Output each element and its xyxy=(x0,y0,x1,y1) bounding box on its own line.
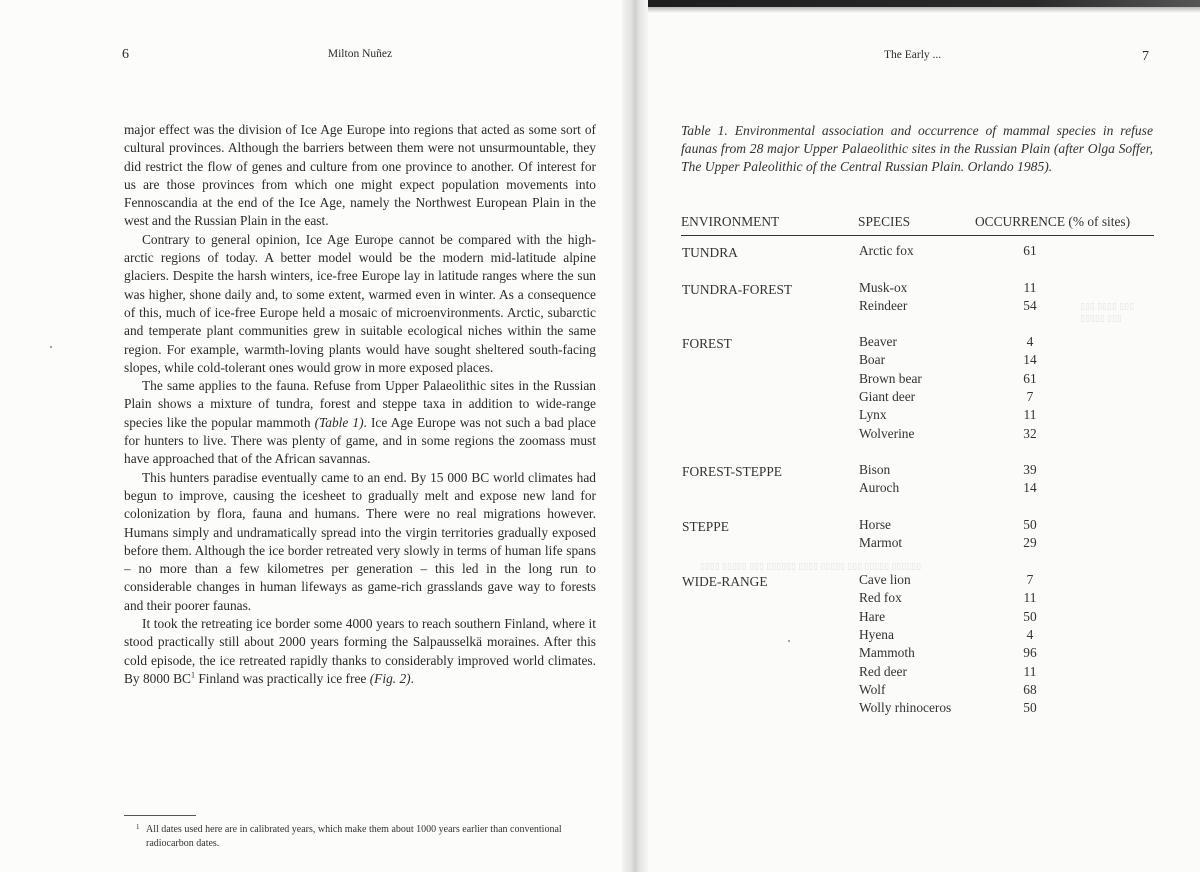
figure-reference: (Fig. 2) xyxy=(369,670,411,686)
occurrence-value: 39 xyxy=(1023,462,1037,477)
paragraph-text: Finland was practically ice free xyxy=(194,670,370,686)
species-name: Cave lion xyxy=(859,572,911,587)
species-name: Hare xyxy=(859,608,886,624)
occurrence-value: 50 xyxy=(1023,608,1037,624)
paragraph-text: . xyxy=(410,670,414,686)
paragraph-text: The same applies to the fauna. Refuse from Upper Palaeolithic sites in the Russian Plain shows a mixture of tundra, forest and steppe taxa in addition to wide-range species like the popular mammoth xyxy=(124,378,596,430)
page-number-left: 6 xyxy=(122,47,129,62)
occurrence-value: 11 xyxy=(1023,280,1037,295)
occurrence-value: 11 xyxy=(1023,590,1037,606)
paragraph: major effect was the division of Ice Age Europe into regions that acted as some sort of cultural provinces. Although the barriers between them were not unsurmountable, they did restrict the flow of genes and culture from one province to another. Of interest for us are those provinces from which one might expect population movements into Fennoscandia at the end of the Ice Age, namely the Northwest European Plain in the west and the Russian Plain in the east. xyxy=(124,122,596,229)
occurrence-value: 7 xyxy=(1026,388,1034,404)
column-header-occurrence: OCCURRENCE (% of sites) xyxy=(975,214,1131,229)
table-header-rule xyxy=(681,235,1154,236)
occurrence-value: 96 xyxy=(1023,645,1037,661)
occurrence-value: 7 xyxy=(1026,572,1034,587)
species-name: Lynx xyxy=(859,407,887,423)
occurrence-value: 4 xyxy=(1026,626,1034,642)
paragraph: Contrary to general opinion, Ice Age Europe cannot be compared with the high-arctic regions of today. A better model would be the modern mid-latitude alpine glaciers. Despite the harsh winters, ice-free Europe lay in latitude ranges where the sun was higher, shone daily and, to some extent, warmed even in winter. As a consequence of this, much of ice-free Europe held a mosaic of microenvironments. Arctic, subarctic and temperate plant communities grew in suitable ecological niches within the same region. For example, warmth-loving plants would have sought sheltered south-facing slopes, while cold-tolerant ones would grow in more exposed places. xyxy=(124,231,596,375)
page-number-right: 7 xyxy=(1142,49,1149,64)
column-header-species: SPECIES xyxy=(858,214,911,229)
occurrence-value: 14 xyxy=(1023,480,1037,496)
occurrence-value: 50 xyxy=(1023,700,1037,716)
species-name: Reindeer xyxy=(859,298,908,314)
species-name: Mammoth xyxy=(859,645,915,661)
occurrence-value: 11 xyxy=(1023,407,1037,423)
species-name: Musk-ox xyxy=(859,280,908,295)
running-head-right: The Early ... xyxy=(884,49,942,61)
occurrence-value: 61 xyxy=(1023,370,1037,386)
scan-speck xyxy=(788,640,790,642)
paragraph xyxy=(124,615,596,688)
occurrence-value: 54 xyxy=(1023,298,1037,314)
footnote xyxy=(124,823,598,850)
paragraph: This hunters paradise eventually came to an end. By 15 000 BC world climates had begun to improve, causing the icesheet to gradually melt and expose new land for colonization by flora, fauna and humans. There were no real migrations however. Humans simply and undramatically spread into the virgin territories gradually exposed before them. Although the ice border retreated very slowly in terms of human life spans – no more than a few kilometres per generation – this led in the long run to considerable changes in human lifeways as game-rich grasslands gave way to forests and their poorer faunas. xyxy=(124,469,596,613)
species-name: Red deer xyxy=(859,663,907,679)
environment-label: WIDE-RANGE xyxy=(682,574,768,589)
species-name: Horse xyxy=(859,517,891,532)
occurrence-value: 14 xyxy=(1023,352,1037,368)
species-name: Giant deer xyxy=(859,388,916,404)
column-header-environment: ENVIRONMENT xyxy=(681,214,780,229)
occurrence-value: 4 xyxy=(1026,334,1034,349)
footnote-marker: 1 xyxy=(190,670,195,680)
footnote-text: All dates used here are in calibrated years, which make them about 1000 years earlier than conventional radiocarbon dates. xyxy=(146,824,562,849)
species-name: Bison xyxy=(859,462,891,477)
species-name: Wolf xyxy=(859,681,886,697)
book-gutter xyxy=(622,0,648,872)
scan-edge-fade xyxy=(648,7,1200,13)
body-text xyxy=(124,121,596,688)
species-name: Marmot xyxy=(859,535,903,551)
environment-label: STEPPE xyxy=(682,519,729,534)
footnote-rule xyxy=(124,815,196,816)
paragraph xyxy=(124,377,596,468)
occurrence-value: 50 xyxy=(1023,517,1037,532)
table-reference: (Table 1) xyxy=(314,414,364,430)
occurrence-value: 11 xyxy=(1023,663,1037,679)
environment-label: TUNDRA xyxy=(682,245,738,260)
species-name: Red fox xyxy=(859,590,902,606)
occurrence-value: 61 xyxy=(1023,243,1037,258)
paragraph-text: It took the retreating ice border some 4000 years to reach southern Finland, where it stood practically still about 2000 years forming the Salpausselkä moraines. After this cold episode, the ice retreated rapidly thanks to considerably improved world climates. By 8000 BC xyxy=(124,616,596,686)
environment-label: FOREST-STEPPE xyxy=(682,464,782,479)
occurrence-value: 32 xyxy=(1023,425,1037,441)
scan-edge-shadow xyxy=(648,0,1200,7)
footnote-mark: 1 xyxy=(136,823,140,831)
species-name: Arctic fox xyxy=(859,243,914,258)
environment-label: FOREST xyxy=(682,336,732,351)
occurrence-value: 29 xyxy=(1023,535,1037,551)
species-name: Hyena xyxy=(859,626,894,642)
species-name: Brown bear xyxy=(859,370,922,386)
species-name: Wolly rhinoceros xyxy=(859,700,952,716)
scan-speck xyxy=(50,346,52,348)
table-caption: Table 1. Environmental association and occurrence of mammal species in refuse faunas from 28 major Upper Palaeolithic sites in the Russian Plain (after Olga Soffer, The Upper Paleolithic of the Central Russian Plain. Orlando 1985). xyxy=(681,123,1153,175)
environment-label: TUNDRA-FOREST xyxy=(682,282,793,297)
species-name: Boar xyxy=(859,352,886,368)
species-name: Wolverine xyxy=(859,425,915,441)
paragraph-text: . Ice Age Europe was not such a bad place for hunters to live. There was plenty of game, and in some regions the zoomass must have approached that of the African savannas. xyxy=(124,414,596,467)
occurrence-value: 68 xyxy=(1023,681,1037,697)
species-name: Auroch xyxy=(859,480,900,496)
species-name: Beaver xyxy=(859,334,897,349)
running-head-left: Milton Nuñez xyxy=(327,48,393,60)
